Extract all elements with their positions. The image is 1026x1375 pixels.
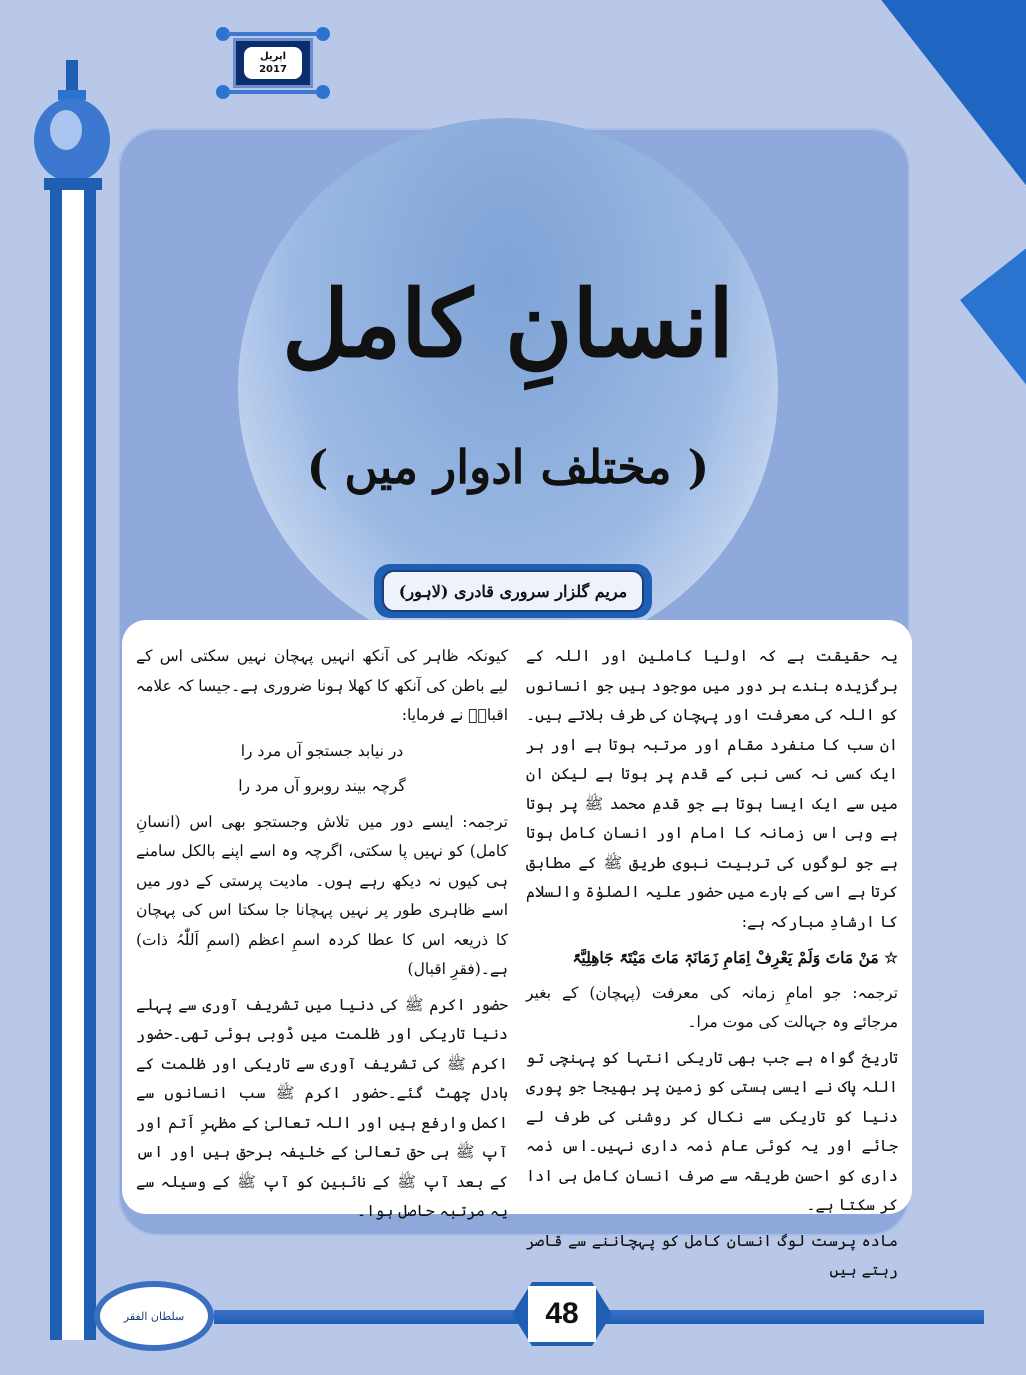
issue-date [244, 47, 302, 79]
article-body [122, 620, 912, 1279]
paragraph: مادہ پرست لوگ انسانِ کامل کو پہچاننے سے قاصر رہتے ہیں [526, 1231, 898, 1279]
right-column [526, 642, 898, 1292]
date-badge [211, 22, 335, 104]
author-banner [374, 564, 652, 618]
logo-text: سلطان الفقر [123, 1309, 185, 1323]
issue-year: 2017 [259, 64, 287, 75]
paragraph: یہ حقیقت ہے کہ اولیا کاملین اور اللہ کے برگزیدہ بندے ہر دور میں موجود ہیں جو انسانوں کو اللہ کی معرفت اور پہچان کی طرف بلاتے ہیں۔ان سب کا منفرد مقام اور مرتبہ ہوتا ہے اور ہر ایک کسی نہ کسی نبی کے قدم پر ہوتا ہے لیکن ان میں سے ایک ایسا ہوتا ہے جو قدمِ محمد ﷺ پر ہوتا ہے وہی اس زمانہ کا امام اور انسانِ کامل ہوتا ہے جو لوگوں کی تربیت نبوی طریق ﷺ کے مطابق کرتا ہے اسی کے بارے میں حضور علیہ الصلوٰۃ والسلام کا ارشادِ مبارکہ ہے: [526, 647, 898, 931]
author-name: مریم گلزار سروری قادری (لاہور) [382, 570, 644, 612]
decorative-stripe-3 [960, 245, 1026, 852]
publisher-logo [94, 1281, 214, 1351]
verse-line: گرچہ بیند روبرو آں مرد را [238, 777, 406, 795]
verse-line: در نیابد جستجو آں مرد را [240, 741, 404, 760]
hadith: ☆ مَنْ مَاتَ وَلَمْ یَعْرِفْ اِمَامِ زَمَانَۃٖ مَاتَ مَیْتَۃً جَاھِلِیَّۃً [572, 948, 898, 967]
pillar-decoration [28, 60, 118, 1360]
paragraph: تاریخ گواہ ہے جب بھی تاریکی انتہا کو پہنچی تو اللہ پاک نے ایسی ہستی کو زمین پر بھیجا جو پوری دنیا کو تاریکی سے نکال کر روشنی کی طرف لے جائے اور یہ کوئی عام ذمہ داری نہیں۔اس ذمہ داری کو احسن طریقہ سے صرف انسانِ کامل ہی ادا کر سکتا ہے۔ [526, 1048, 898, 1214]
page-number: 48 [528, 1286, 596, 1342]
paragraph: حضور اکرم ﷺ کی دنیا میں تشریف آوری سے پہلے دنیا تاریکی اور ظلمت میں ڈوبی ہوئی تھی۔حضور اکرم ﷺ کی تشریف آوری سے تاریکی اور ظلمت کے بادل چھٹ گئے۔حضور اکرم ﷺ سب انسانوں سے اکمل وارفع ہیں اور اللہ تعالیٰ کے مظہرِ اَتم اور آپ ﷺ ہی حق تعالیٰ کے خلیفہ برحق ہیں اور اس کے بعد آپ ﷺ کے نائبین کو آپ ﷺ کے وسیلہ سے یہ مرتبہ حاصل ہوا۔ [136, 995, 508, 1220]
paragraph: ترجمہ: ایسے دور میں تلاش وجستجو بھی اس (انسانِ کامل) کو نہیں پا سکتی، اگرچہ وہ اسے اپنے بالکل سامنے ہی کیوں نہ دیکھ رہے ہوں۔ مادیت پرستی کے دور میں اسے ظاہری طور پر نہیں پہچانا جا سکتا اس کی پہچان کا ذریعہ اس کا عطا کردہ اسمِ اعظم (اسمِ اَللّٰہُ ذات) ہے۔(فقرِ اقبال) [136, 812, 508, 978]
article-title: انسانِ کامل [282, 270, 734, 378]
paragraph: ترجمہ: جو امامِ زمانہ کی معرفت (پہچان) کے بغیر مرجائے وہ جہالت کی موت مرا۔ [526, 983, 898, 1031]
paragraph: کیونکہ ظاہر کی آنکھ انہیں پہچان نہیں سکتی اس کے لیے باطن کی آنکھ کا کھلا ہونا ضروری ہے۔جیسا کہ علامہ اقبالؒ نے فرمایا: [136, 647, 508, 724]
issue-month: اپریل [259, 51, 287, 62]
left-column [136, 642, 508, 1233]
article-subtitle: ( مختلف ادوار میں ) [306, 440, 710, 494]
page-number-badge [512, 1282, 612, 1346]
